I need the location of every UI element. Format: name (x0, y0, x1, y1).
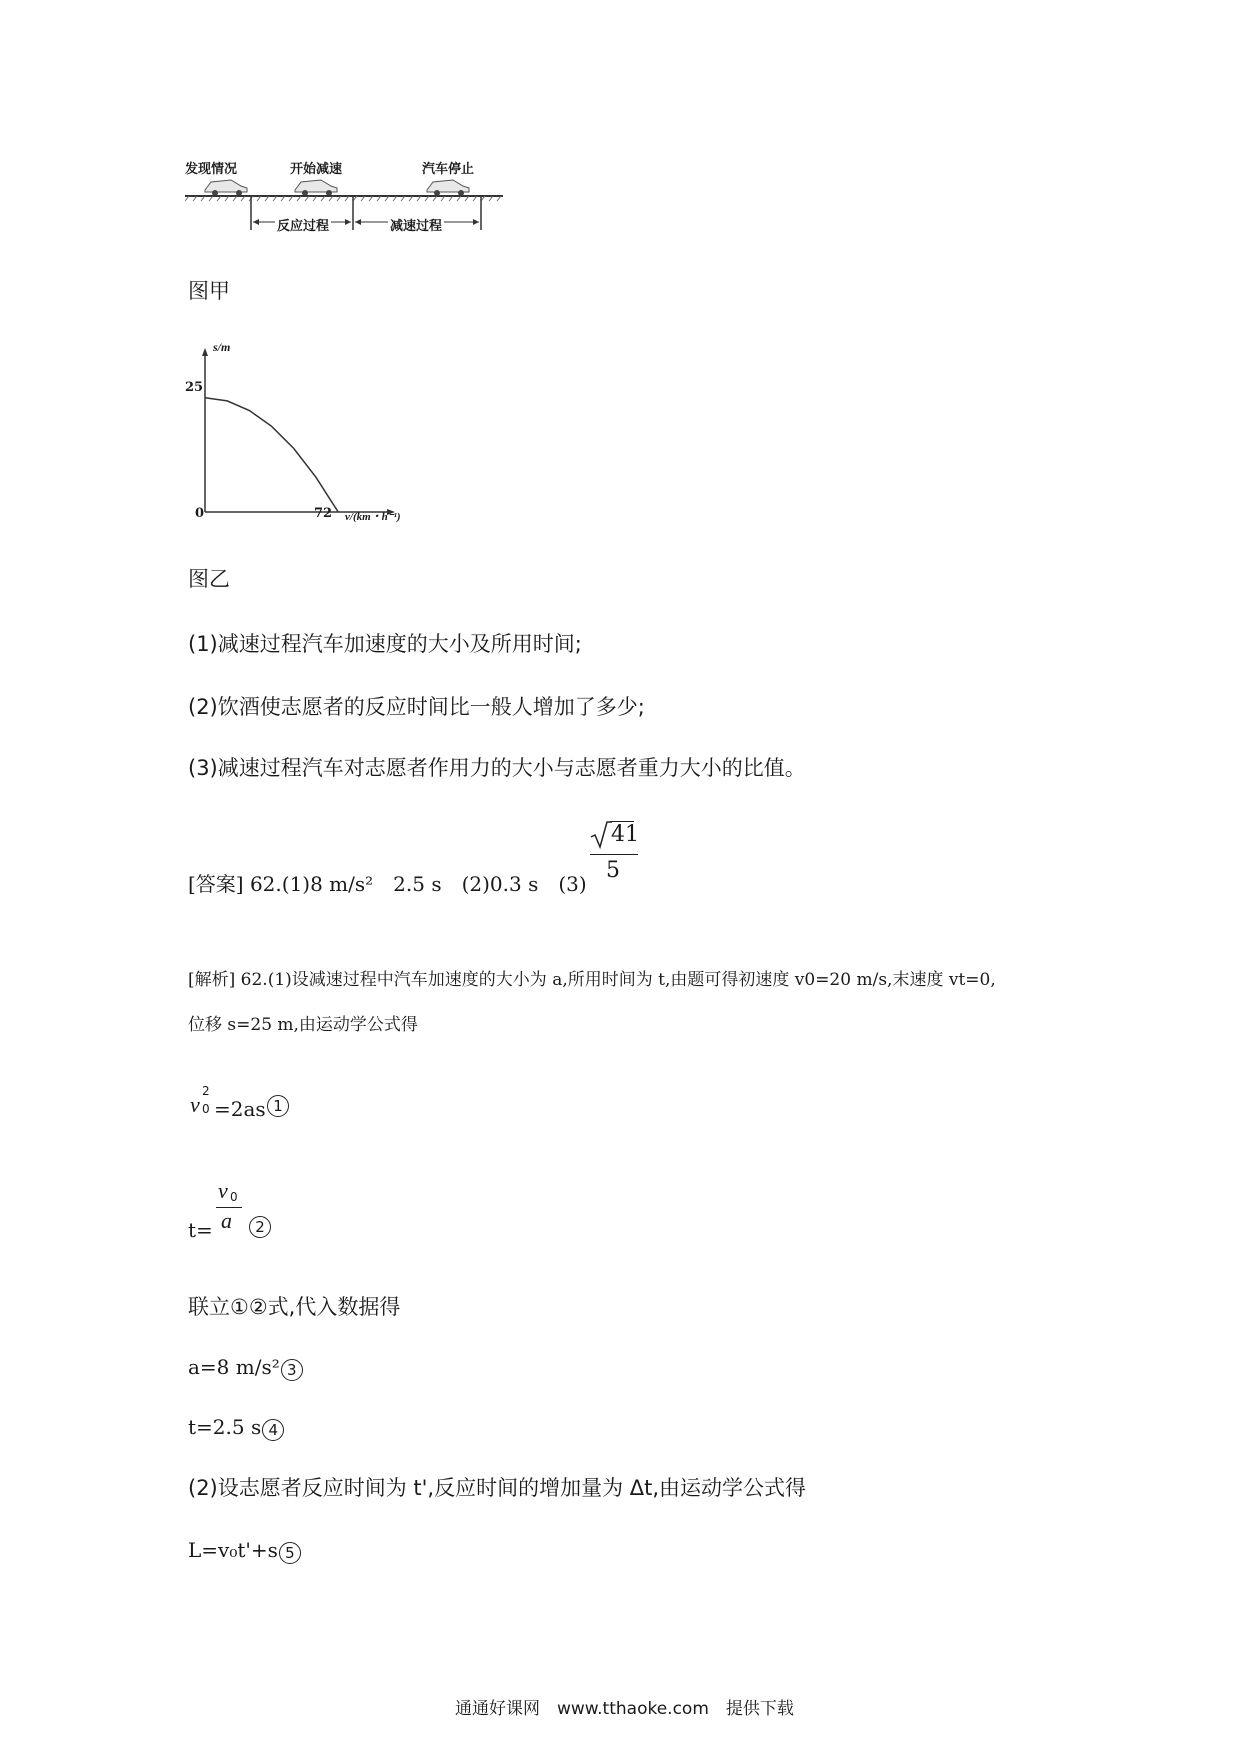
figure-b (185, 340, 425, 530)
analysis-line-1: [解析] 62.(1)设减速过程中汽车加速度的大小为 a,所用时间为 t,由题可得初速度 v0=20 m/s,末速度 vt=0, (188, 970, 996, 990)
origin-label: 0 (195, 506, 205, 521)
y-axis-label: s/m (213, 340, 231, 354)
chart-svg (185, 340, 425, 530)
fraction-bar (590, 854, 638, 855)
question-1: (1)减速过程汽车加速度的大小及所用时间; (188, 632, 582, 656)
answer-frac-num: 41 (611, 822, 639, 847)
eq1-number: 1 (267, 1095, 289, 1117)
y-axis-arrow (202, 348, 208, 356)
footer-text: 通通好课网 www.tthaoke.com 提供下载 (455, 1699, 794, 1719)
equation-5 (188, 1538, 301, 1564)
series-line (205, 398, 338, 512)
eq1-rhs: =2as (214, 1097, 266, 1121)
eq5-text: L=v₀t'+s (188, 1538, 278, 1562)
analysis-line-2: 位移 s=25 m,由运动学公式得 (188, 1015, 418, 1035)
x-tick-label: 72 (314, 506, 333, 521)
eq5-number: 5 (279, 1542, 301, 1564)
question-3: (3)减速过程汽车对志愿者作用力的大小与志愿者重力大小的比值。 (188, 756, 806, 780)
segment-label-reaction: 反应过程 (275, 215, 331, 234)
y-tick-label: 25 (185, 380, 204, 395)
road-diagram (185, 172, 505, 240)
figure-b-caption: 图乙 (188, 567, 230, 591)
equation-4 (188, 1415, 284, 1441)
figure-a (185, 150, 505, 240)
car-icon (295, 180, 337, 196)
answer-line: [答案] 62.(1)8 m/s² 2.5 s (2)0.3 s (3) (188, 872, 587, 896)
eq2-number: 2 (249, 1216, 271, 1238)
equation-2: v 0 a t= 2 (188, 1178, 308, 1258)
eq2-frac-den: a (221, 1208, 232, 1233)
stage-label-discover: 发现情况 (185, 162, 238, 177)
car-icon (427, 180, 469, 196)
sqrt-symbol (590, 820, 612, 850)
eq2-lhs: t= (188, 1218, 213, 1242)
eq4-text: t=2.5 s (188, 1415, 262, 1439)
eq2-frac-num: v (218, 1178, 228, 1203)
car-icon (205, 180, 247, 196)
stage-label-car-stop: 汽车停止 (422, 162, 475, 177)
answer-fraction (590, 818, 640, 888)
eq3-text: a=8 m/s² (188, 1355, 280, 1379)
stage-label-start-brake: 开始减速 (290, 162, 343, 177)
equation-3 (188, 1355, 303, 1381)
figure-a-caption: 图甲 (188, 279, 230, 303)
x-axis-label: v/(km・h⁻¹) (345, 511, 401, 523)
answer-frac-den: 5 (606, 858, 620, 883)
join-line: 联立①②式,代入数据得 (188, 1295, 401, 1319)
eq3-number: 3 (281, 1359, 303, 1381)
equation-1: v 2 0 =2as 1 (188, 1080, 388, 1130)
question-2: (2)饮酒使志愿者的反应时间比一般人增加了多少; (188, 695, 645, 719)
part-2-line: (2)设志愿者反应时间为 t',反应时间的增加量为 Δt,由运动学公式得 (188, 1476, 807, 1500)
segment-label-decel: 减速过程 (388, 215, 444, 234)
eq4-number: 4 (262, 1419, 284, 1441)
